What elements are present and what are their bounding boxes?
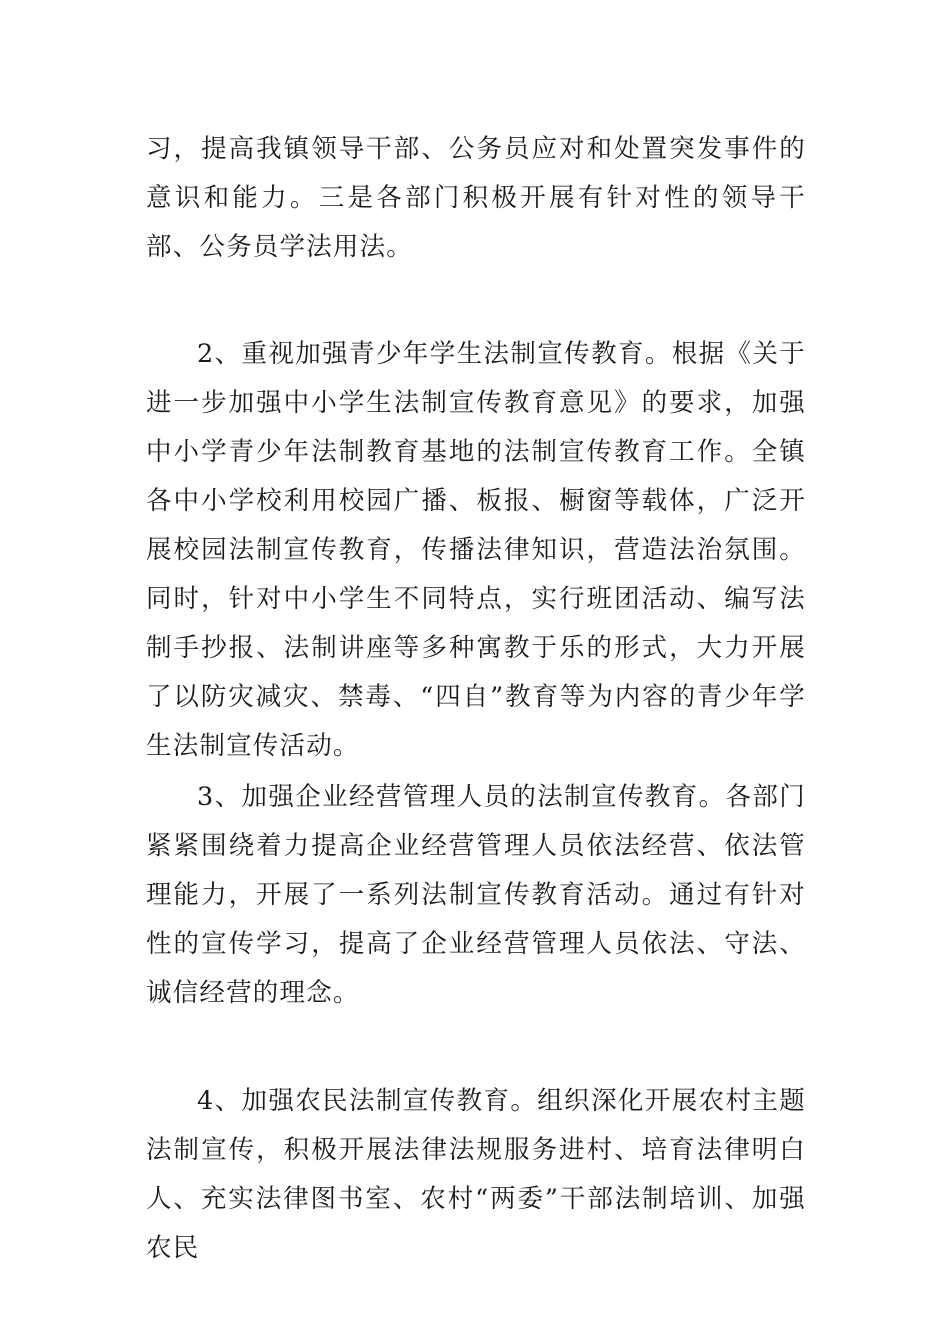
paragraph-farmer-legal-education: 4、加强农民法制宣传教育。组织深化开展农村主题法制宣传，积极开展法律法规服务进村、培育法律明白人、充实法律图书室、农村“两委”干部法制培训、加强农民 bbox=[146, 1086, 806, 1263]
paragraph-enterprise-legal-education: 3、加强企业经营管理人员的法制宣传教育。各部门紧紧围绕着力提高企业经营管理人员依法经营、依法管理能力，开展了一系列法制宣传教育活动。通过有针对性的宣传学习，提高了企业经营管理人员依法、守法、诚信经营的理念。 bbox=[146, 782, 806, 1008]
paragraph-continuation: 习，提高我镇领导干部、公务员应对和处置突发事件的意识和能力。三是各部门积极开展有针对性的领导干部、公务员学法用法。 bbox=[146, 134, 806, 262]
paragraph-youth-legal-education: 2、重视加强青少年学生法制宣传教育。根据《关于进一步加强中小学生法制宣传教育意见》的要求，加强中小学青少年法制教育基地的法制宣传教育工作。全镇各中小学校利用校园广播、板报、橱窗等载体，广泛开展校园法制宣传教育，传播法律知识，营造法治氛围。同时，针对中小学生不同特点，实行班团活动、编写法制手抄报、法制讲座等多种寓教于乐的形式，大力开展了以防灾减灾、禁毒、“四自”教育等为内容的青少年学生法制宣传活动。 bbox=[146, 339, 806, 761]
